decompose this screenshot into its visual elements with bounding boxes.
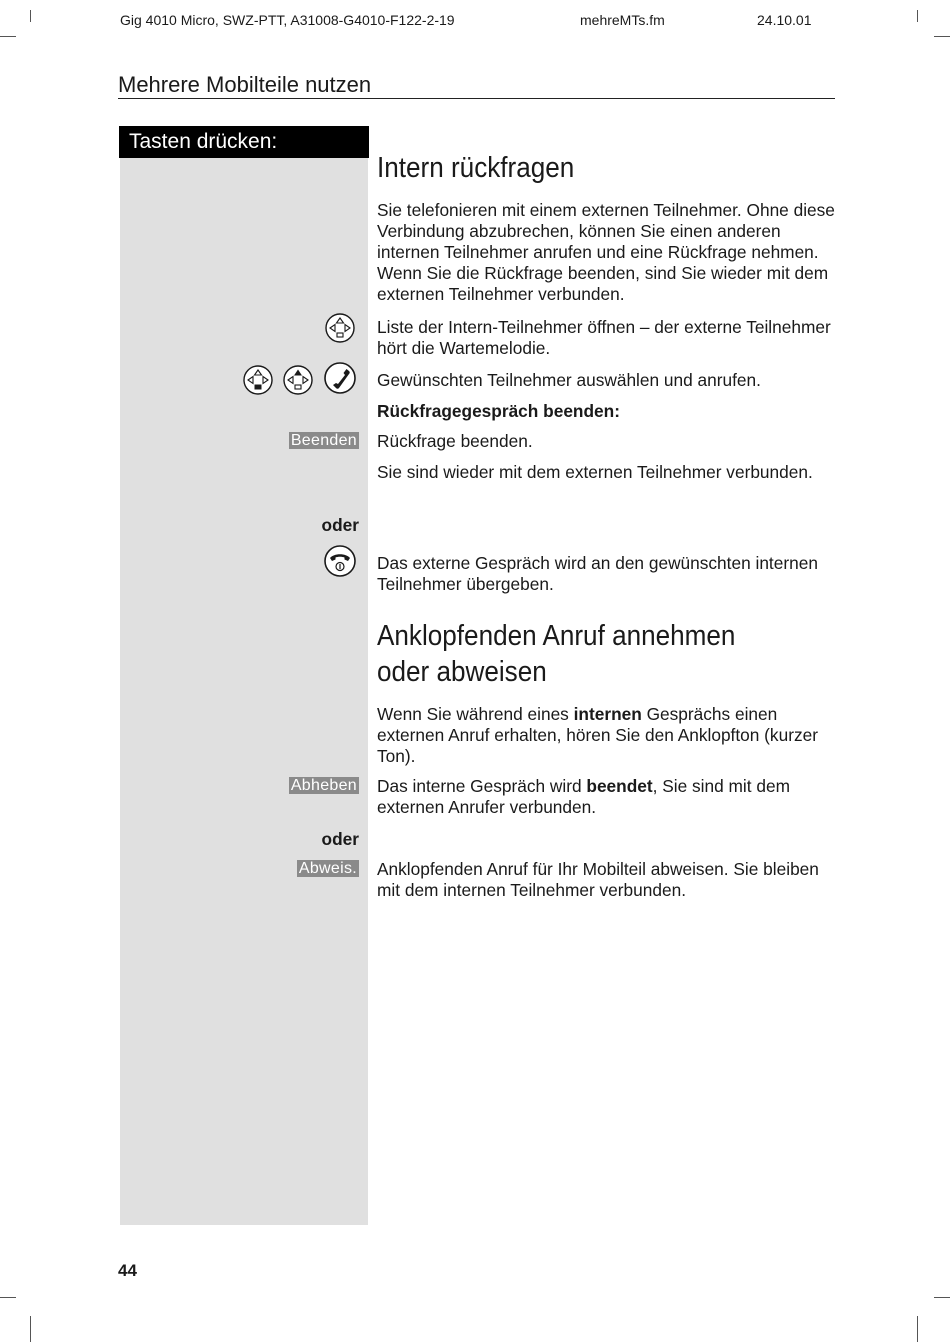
crop-mark — [30, 10, 31, 22]
control-key-up-icon — [283, 365, 313, 395]
crop-mark — [30, 1316, 31, 1342]
step-select-call: Gewünschten Teilnehmer auswählen und anrufen. — [377, 370, 761, 390]
heading-anklopfen: Anklopfenden Anruf annehmen oder abweisen — [377, 620, 736, 688]
step-open-list: Liste der Intern-Teilnehmer öffnen – der externe Teilnehmer hört die Wartemelodie. — [377, 317, 831, 358]
intro-anklopfen-post: Gesprächs einen externen Anruf erhalten, hören Sie den Anklopfton (kurzer Ton). — [377, 704, 818, 766]
intro-anklopfen-bold: internen — [573, 704, 642, 724]
control-key-icon — [325, 313, 355, 343]
softkey-abheben-label: Abheben — [290, 777, 357, 794]
header-date: 24.10.01 — [757, 12, 812, 28]
subheading-end-consultation: Rückfragegespräch beenden: — [377, 401, 620, 421]
softkey-abweis-label: Abweis. — [298, 860, 357, 877]
intro-anklopfen-pre: Wenn Sie während eines — [377, 704, 574, 724]
keys-column-heading — [119, 126, 369, 158]
crop-mark — [917, 1316, 918, 1342]
keys-column-heading-label: Tasten drücken: — [129, 130, 278, 153]
intro-intern-rueckfragen: Sie telefonieren mit einem externen Teilnehmer. Ohne diese Verbindung abzubrechen, können Sie einen anderen internen Teilnehmer anrufen und eine Rückfrage nehmen. Wenn Sie die Rückfrage beenden, sind Sie wieder mit dem externen Teilnehmer verbunden. — [377, 200, 835, 304]
softkey-beenden[interactable] — [289, 431, 359, 451]
end-call-key-icon — [324, 545, 356, 577]
control-key-down-icon — [243, 365, 273, 395]
crop-mark — [0, 1297, 16, 1298]
step-accept-call — [377, 776, 837, 818]
accept-post: , Sie sind mit dem externen Anrufer verbunden. — [377, 776, 790, 817]
softkey-beenden-label: Beenden — [290, 432, 357, 449]
crop-mark — [934, 36, 950, 37]
page-number: 44 — [118, 1261, 137, 1280]
header-rule — [118, 98, 835, 99]
accept-bold: beendet — [586, 776, 653, 796]
or-label: oder — [321, 829, 359, 849]
intro-anklopfen — [377, 704, 837, 767]
talk-key-icon — [324, 362, 356, 394]
step-reject-call: Anklopfenden Anruf für Ihr Mobilteil abweisen. Sie bleiben mit dem internen Teilnehmer verbunden. — [377, 859, 819, 900]
header-document-info: Gig 4010 Micro, SWZ-PTT, A31008-G4010-F122-2-19 — [120, 12, 455, 28]
or-label: oder — [321, 515, 359, 535]
header-file-name: mehreMTs.fm — [580, 12, 665, 28]
step-connected-again: Sie sind wieder mit dem externen Teilnehmer verbunden. — [377, 462, 813, 482]
crop-mark — [934, 1297, 950, 1298]
section-title: Mehrere Mobilteile nutzen — [118, 72, 372, 97]
step-transfer-call: Das externe Gespräch wird an den gewünschten internen Teilnehmer übergeben. — [377, 553, 818, 594]
softkey-abweis[interactable] — [297, 859, 359, 879]
softkey-abheben[interactable] — [289, 776, 359, 796]
crop-mark — [917, 10, 918, 22]
accept-pre: Das interne Gespräch wird — [377, 776, 587, 796]
heading-intern-rueckfragen: Intern rückfragen — [377, 152, 575, 184]
crop-mark — [0, 36, 16, 37]
step-end-consultation: Rückfrage beenden. — [377, 431, 533, 451]
